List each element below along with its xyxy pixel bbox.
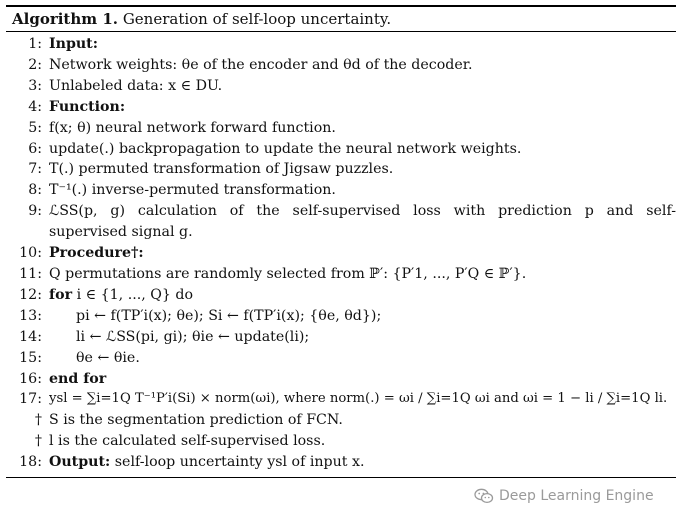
line-text: T⁻¹(.) inverse-permuted transformation.	[49, 182, 336, 199]
line-number: 9:	[28, 203, 42, 220]
dagger-mark: †	[34, 433, 42, 450]
caption-title: Generation of self-loop uncertainty.	[122, 10, 392, 28]
keyword-procedure: Procedure†:	[49, 245, 144, 262]
algorithm-line	[6, 306, 676, 327]
line-text: θe ← θie.	[76, 349, 140, 366]
line-number: 10:	[19, 245, 42, 262]
line-number: 18:	[19, 454, 42, 471]
watermark-text: Deep Learning Engine	[499, 488, 654, 504]
algorithm-line	[6, 118, 676, 139]
line-number: 12:	[19, 286, 42, 303]
line-text: supervised signal g.	[49, 224, 193, 241]
footnote-text: S is the segmentation prediction of FCN.	[49, 412, 343, 429]
line-text: f(x; θ) neural network forward function.	[49, 119, 336, 136]
line-text: T(.) permuted transformation of Jigsaw puzzles.	[49, 161, 394, 178]
footnote	[6, 410, 676, 431]
algorithm-line	[6, 243, 676, 264]
keyword-function: Function:	[49, 98, 126, 115]
watermark	[474, 488, 654, 504]
algorithm-line	[6, 159, 676, 180]
line-number: 4:	[28, 98, 42, 115]
line-text: ysl = ∑i=1Q T⁻¹P′i(Si) × norm(ωi), where norm(.) = ωi / ∑i=1Q ωi and ωi = 1 − li / ∑i=1Q li.	[49, 391, 668, 407]
algorithm-line	[6, 389, 676, 410]
dagger-mark: †	[34, 412, 42, 429]
algorithm-line	[6, 369, 676, 390]
algorithm-lines	[6, 32, 676, 477]
algorithm-line	[6, 452, 676, 473]
line-number: 14:	[19, 328, 42, 345]
line-text: i ∈ {1, ..., Q} do	[76, 286, 194, 303]
algorithm-line	[6, 285, 676, 306]
algorithm-line	[6, 201, 676, 222]
line-number: 11:	[19, 265, 42, 282]
algorithm-line	[6, 34, 676, 55]
keyword-for: for	[49, 286, 73, 303]
algorithm-line	[6, 264, 676, 285]
bottom-rule	[6, 477, 676, 478]
line-number	[6, 222, 49, 243]
caption-label: Algorithm 1.	[12, 10, 119, 28]
line-text: ℒSS(p, g) calculation of the self-supervised loss with prediction p and self-	[49, 203, 676, 220]
line-text: update(.) backpropagation to update the neural network weights.	[49, 140, 522, 157]
line-text: Network weights: θe of the encoder and θd of the decoder.	[49, 56, 473, 73]
algorithm-line	[6, 327, 676, 348]
algorithm-box	[6, 5, 676, 478]
algorithm-line	[6, 97, 676, 118]
algorithm-line	[6, 180, 676, 201]
algorithm-line	[6, 139, 676, 160]
line-number: 13:	[19, 307, 42, 324]
footnote-text: l is the calculated self-supervised loss.	[49, 433, 326, 450]
line-number: 16:	[19, 370, 42, 387]
line-text: Q permutations are randomly selected from ℙ′: {P′1, ..., P′Q ∈ ℙ′}.	[49, 265, 527, 282]
keyword-output: Output:	[49, 454, 111, 471]
keyword-input: Input:	[49, 36, 98, 52]
line-text: self-loop uncertainty ysl of input x.	[114, 454, 365, 471]
line-number: 3:	[28, 77, 42, 94]
footnote	[6, 431, 676, 452]
line-number: 8:	[28, 182, 42, 199]
algorithm-caption	[6, 7, 676, 31]
line-number: 7:	[28, 161, 42, 178]
line-number: 5:	[28, 119, 42, 136]
line-text: li ← ℒSS(pi, gi); θie ← update(li);	[76, 328, 310, 345]
wechat-icon	[474, 488, 494, 504]
line-text: pi ← f(TP′i(x); θe); Si ← f(TP′i(x); {θe, θd});	[76, 307, 382, 324]
algorithm-line	[6, 348, 676, 369]
line-number: 1:	[28, 36, 42, 52]
line-number: 6:	[28, 140, 42, 157]
algorithm-line	[6, 55, 676, 76]
line-number: 15:	[19, 349, 42, 366]
line-number: 17:	[19, 391, 42, 408]
algorithm-line	[6, 76, 676, 97]
keyword-end-for: end for	[49, 370, 107, 387]
line-text: Unlabeled data: x ∈ DU.	[49, 77, 223, 94]
algorithm-line-continuation	[6, 222, 676, 243]
line-number: 2:	[28, 56, 42, 73]
